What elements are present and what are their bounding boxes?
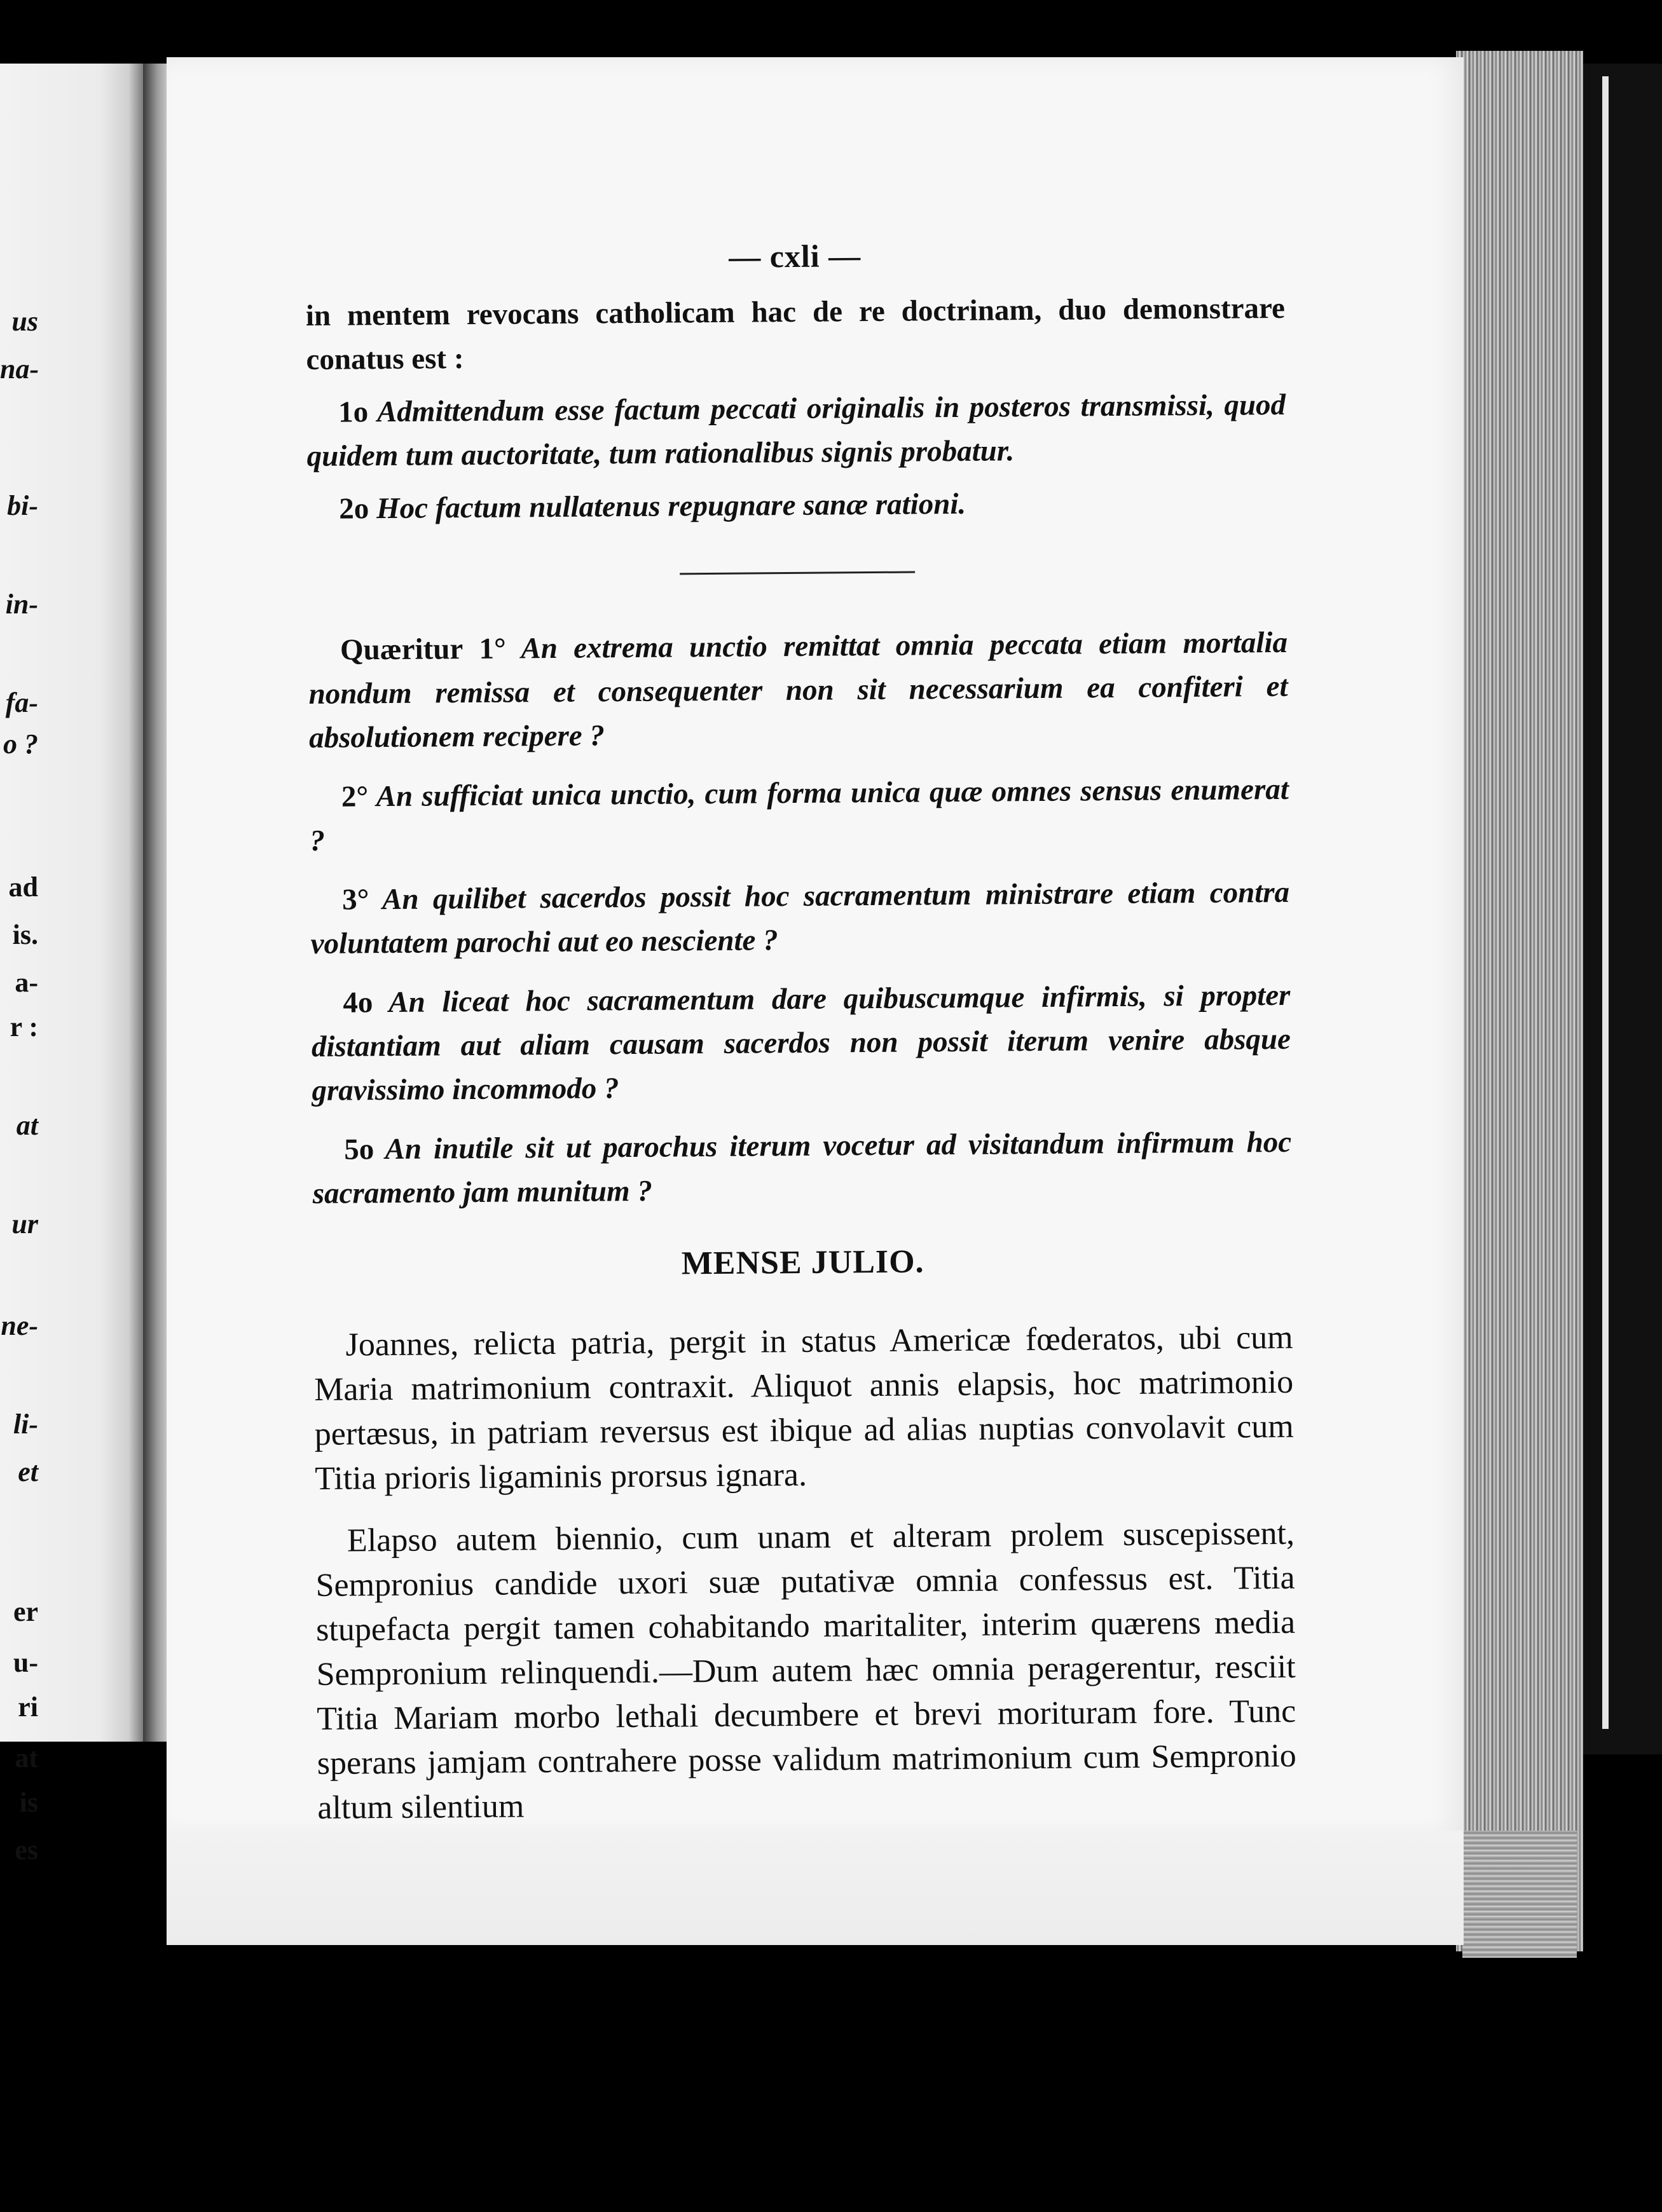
page-edges-lower bbox=[1462, 1831, 1577, 1958]
body-paragraph-2: Elapso autem biennio, cum unam et alteram prolem suscepissent, Sempronius candide uxori suæ putativæ omnia confessus est. Titia stupefacta pergit tamen cohabitando maritaliter, interim quærens media Sempronium relinquendi.—Dum autem hæc omnia peragerentur, resciit Titia Mariam morbo lethali decumbere et brevi morituram fore. Tunc sperans jamjam contrahere posse validum matrimonium cum Sempronio altum silentium bbox=[315, 1515, 1296, 1826]
thesis-2 bbox=[307, 480, 1286, 531]
question-1 bbox=[308, 621, 1289, 760]
page-folio: — cxli — bbox=[728, 238, 862, 275]
thesis-2-text: Hoc factum nullatenus repugnare sanæ rationi. bbox=[376, 487, 966, 526]
right-dark-strip bbox=[1583, 64, 1662, 1754]
quaeritur-label: Quæritur bbox=[340, 632, 464, 667]
intro-paragraph: in mentem revocans catholicam hac de re doctrinam, duo demonstrare conatus est : bbox=[305, 291, 1286, 376]
question-3-text: An quilibet sacerdos possit hoc sacramentum ministrare etiam contra voluntatem parochi aut eo nesciente ? bbox=[310, 875, 1290, 960]
page-text-block bbox=[305, 234, 1297, 1831]
question-4-text: An liceat hoc sacramentum dare quibuscumque infirmis, si propter distantiam aut aliam causam sacerdos non possit iterum venire absque gravissimo incommodo ? bbox=[311, 978, 1291, 1107]
section-heading: MENSE JULIO. bbox=[681, 1243, 924, 1282]
left-margin-fragment: at bbox=[16, 1110, 38, 1141]
left-margin-fragment: ad bbox=[8, 871, 38, 903]
question-5-number: 5o bbox=[344, 1133, 374, 1166]
left-margin-fragment: na- bbox=[0, 353, 39, 385]
question-3 bbox=[310, 871, 1290, 966]
page-edges bbox=[1456, 51, 1583, 1951]
question-1-text: An extrema unctio remittat omnia peccata etiam mortalia nondum remissa et consequenter non sit necessarium ea confiteri et absolutionem recipere ? bbox=[308, 625, 1288, 754]
page-bottom bbox=[167, 1831, 1464, 1945]
question-2 bbox=[310, 768, 1289, 863]
question-5-text: An inutile sit ut parochus iterum vocetur ad visitandum infirmum hoc sacramento jam munitum ? bbox=[312, 1125, 1292, 1210]
question-2-number: 2° bbox=[341, 780, 369, 814]
left-margin-fragment: us bbox=[11, 306, 38, 337]
left-margin-fragment: u- bbox=[13, 1647, 38, 1678]
thesis-1-text: Admittendum esse factum peccati originalis in posteros transmissi, quod quidem tum auctoritate, tum rationalibus signis probatur. bbox=[306, 388, 1286, 473]
thesis-1-number: 1o bbox=[338, 395, 369, 429]
question-5 bbox=[312, 1121, 1292, 1216]
question-3-number: 3° bbox=[341, 883, 369, 917]
left-margin-fragment: o ? bbox=[3, 728, 38, 760]
question-4 bbox=[311, 974, 1291, 1113]
question-4-number: 4o bbox=[343, 986, 373, 1020]
left-margin-fragment: li- bbox=[13, 1409, 38, 1440]
left-margin-fragment: is. bbox=[12, 919, 38, 950]
left-margin-fragment: et bbox=[18, 1456, 38, 1487]
left-margin-fragment: at bbox=[15, 1742, 38, 1773]
left-margin-fragment: ri bbox=[18, 1691, 38, 1723]
left-margin-fragment: is bbox=[19, 1787, 38, 1818]
left-margin-fragment: in- bbox=[5, 589, 38, 620]
thesis-1 bbox=[306, 383, 1286, 479]
left-margin-fragment: r : bbox=[10, 1011, 38, 1042]
right-edge-line bbox=[1602, 76, 1609, 1729]
left-margin-fragment: ur bbox=[11, 1208, 38, 1239]
body-paragraph-1: Joannes, relicta patria, pergit in status Americæ fœderatos, ubi cum Maria matrimonium contraxit. Aliquot annis elapsis, hoc matrimonio pertæsus, in patriam reversus est ibique ad alias nuptias convolavit cum Titia prioris ligaminis prorsus ignara. bbox=[313, 1319, 1294, 1497]
left-margin-fragment: ne- bbox=[1, 1310, 38, 1341]
question-2-text: An sufficiat unica unctio, cum forma unica quæ omnes sensus enumerat ? bbox=[310, 772, 1289, 857]
question-1-number: 1° bbox=[479, 632, 507, 666]
left-margin-fragment: es bbox=[15, 1834, 38, 1866]
left-margin-fragment: fa- bbox=[5, 687, 38, 718]
section-divider bbox=[680, 571, 915, 575]
left-margin-fragment: a- bbox=[15, 967, 38, 998]
left-page bbox=[0, 64, 143, 1866]
thesis-2-number: 2o bbox=[339, 492, 369, 526]
left-margin-fragment: er bbox=[13, 1596, 38, 1627]
left-margin-fragment: bi- bbox=[7, 490, 38, 521]
